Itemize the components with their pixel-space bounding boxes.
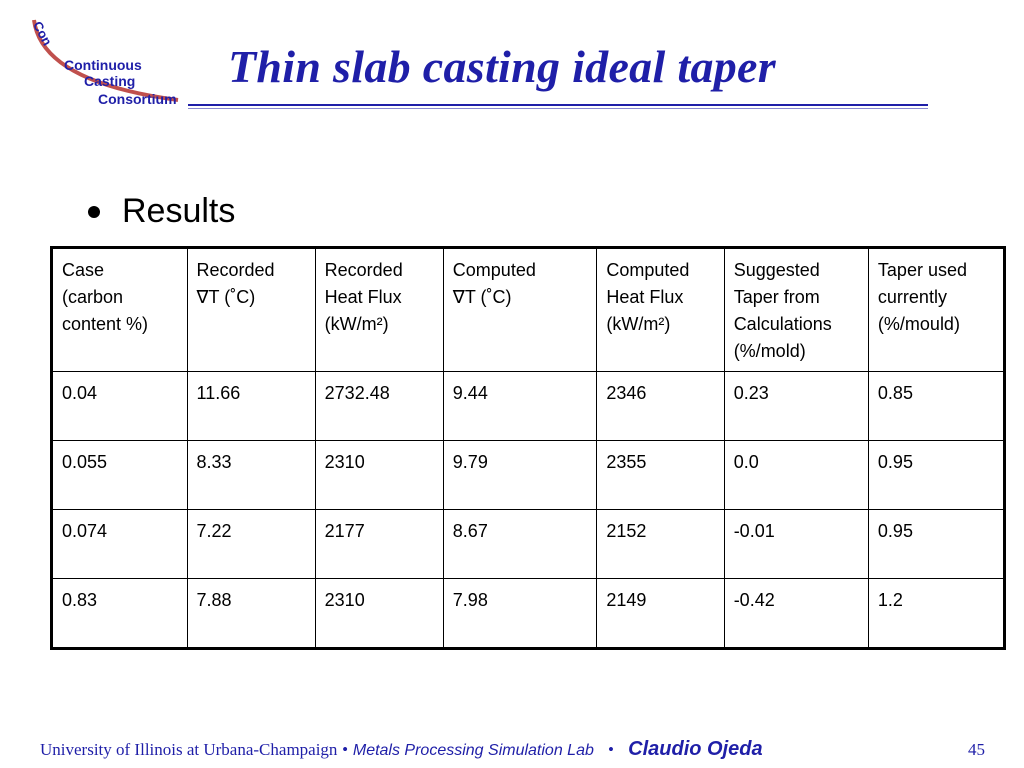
title-underline <box>188 104 928 106</box>
logo-text-line3: Consortium <box>98 91 177 107</box>
table-cell: 7.88 <box>187 579 315 649</box>
table-cell: 2310 <box>315 579 443 649</box>
header-line: Suggested <box>733 260 820 280</box>
table-cell: -0.42 <box>724 579 868 649</box>
header-line: Taper from <box>733 287 820 307</box>
table-cell: 0.95 <box>868 441 1004 510</box>
header-line: Computed <box>452 260 536 280</box>
header-line: currently <box>877 287 947 307</box>
header-line: (%/mold) <box>733 341 806 361</box>
table-cell: 2310 <box>315 441 443 510</box>
table-cell: 8.67 <box>443 510 597 579</box>
table-row <box>52 510 1005 579</box>
consortium-logo <box>28 12 193 112</box>
page-number: 45 <box>968 740 985 759</box>
footer <box>40 738 763 761</box>
table-cell: 7.22 <box>187 510 315 579</box>
table-cell: 7.98 <box>443 579 597 649</box>
header-line: (%/mould) <box>877 314 960 334</box>
table-cell: 0.83 <box>52 579 188 649</box>
table-cell: 0.23 <box>724 372 868 441</box>
logo-text-line1: Continuous <box>64 57 142 73</box>
header-line: ∇T (˚C) <box>452 287 512 307</box>
footer-separator-1: • <box>342 740 349 759</box>
footer-university: University of Illinois at Urbana-Champaign <box>40 740 338 759</box>
table-cell: 8.33 <box>187 441 315 510</box>
table-cell: 2149 <box>597 579 724 649</box>
table-row <box>52 579 1005 649</box>
table-cell: 9.79 <box>443 441 597 510</box>
table-row <box>52 441 1005 510</box>
table-cell: 9.44 <box>443 372 597 441</box>
header-line: Recorded <box>196 260 275 280</box>
header-line: content %) <box>62 314 149 334</box>
title-underline-shadow <box>188 108 928 109</box>
bullet-item <box>88 192 235 231</box>
table-cell: 2355 <box>597 441 724 510</box>
table-cell: 11.66 <box>187 372 315 441</box>
table-header-cell <box>868 248 1004 372</box>
table-header-cell <box>52 248 188 372</box>
table-cell: 2346 <box>597 372 724 441</box>
header-line: (carbon <box>62 287 124 307</box>
table-cell: 2177 <box>315 510 443 579</box>
table-header-cell <box>597 248 724 372</box>
header-line: (kW/m²) <box>606 314 671 334</box>
header-line: ∇T (˚C) <box>196 287 256 307</box>
slide-title: Thin slab casting ideal taper <box>228 41 776 92</box>
table-cell: 0.074 <box>52 510 188 579</box>
table-cell: 1.2 <box>868 579 1004 649</box>
results-table <box>50 246 1006 650</box>
table-cell: 0.04 <box>52 372 188 441</box>
header-line: Calculations <box>733 314 832 334</box>
header-line: (kW/m²) <box>324 314 389 334</box>
footer-separator-2: • <box>608 740 614 759</box>
header-line: Computed <box>606 260 690 280</box>
header-line: Recorded <box>324 260 403 280</box>
footer-lab: Metals Processing Simulation Lab <box>352 742 594 759</box>
header-line: Heat Flux <box>606 287 684 307</box>
table-cell: 0.95 <box>868 510 1004 579</box>
bullet-icon <box>88 206 100 218</box>
header-line: Taper used <box>877 260 967 280</box>
header-line: Heat Flux <box>324 287 402 307</box>
table-header-row <box>52 248 1005 372</box>
consortium-logo-graphic <box>28 12 193 112</box>
logo-text-continuous-start: Con <box>29 18 56 49</box>
table-cell: 0.055 <box>52 441 188 510</box>
table-header-cell <box>443 248 597 372</box>
header-line: Case <box>62 260 105 280</box>
table-cell: 2152 <box>597 510 724 579</box>
bullet-text: Results <box>122 192 236 230</box>
table-row <box>52 372 1005 441</box>
table-cell: -0.01 <box>724 510 868 579</box>
table-cell: 0.85 <box>868 372 1004 441</box>
footer-author: Claudio Ojeda <box>628 738 763 760</box>
logo-text-line2: Casting <box>84 73 136 89</box>
table-header-cell <box>724 248 868 372</box>
table-header-cell <box>187 248 315 372</box>
table-cell: 0.0 <box>724 441 868 510</box>
table-cell: 2732.48 <box>315 372 443 441</box>
table-header-cell <box>315 248 443 372</box>
